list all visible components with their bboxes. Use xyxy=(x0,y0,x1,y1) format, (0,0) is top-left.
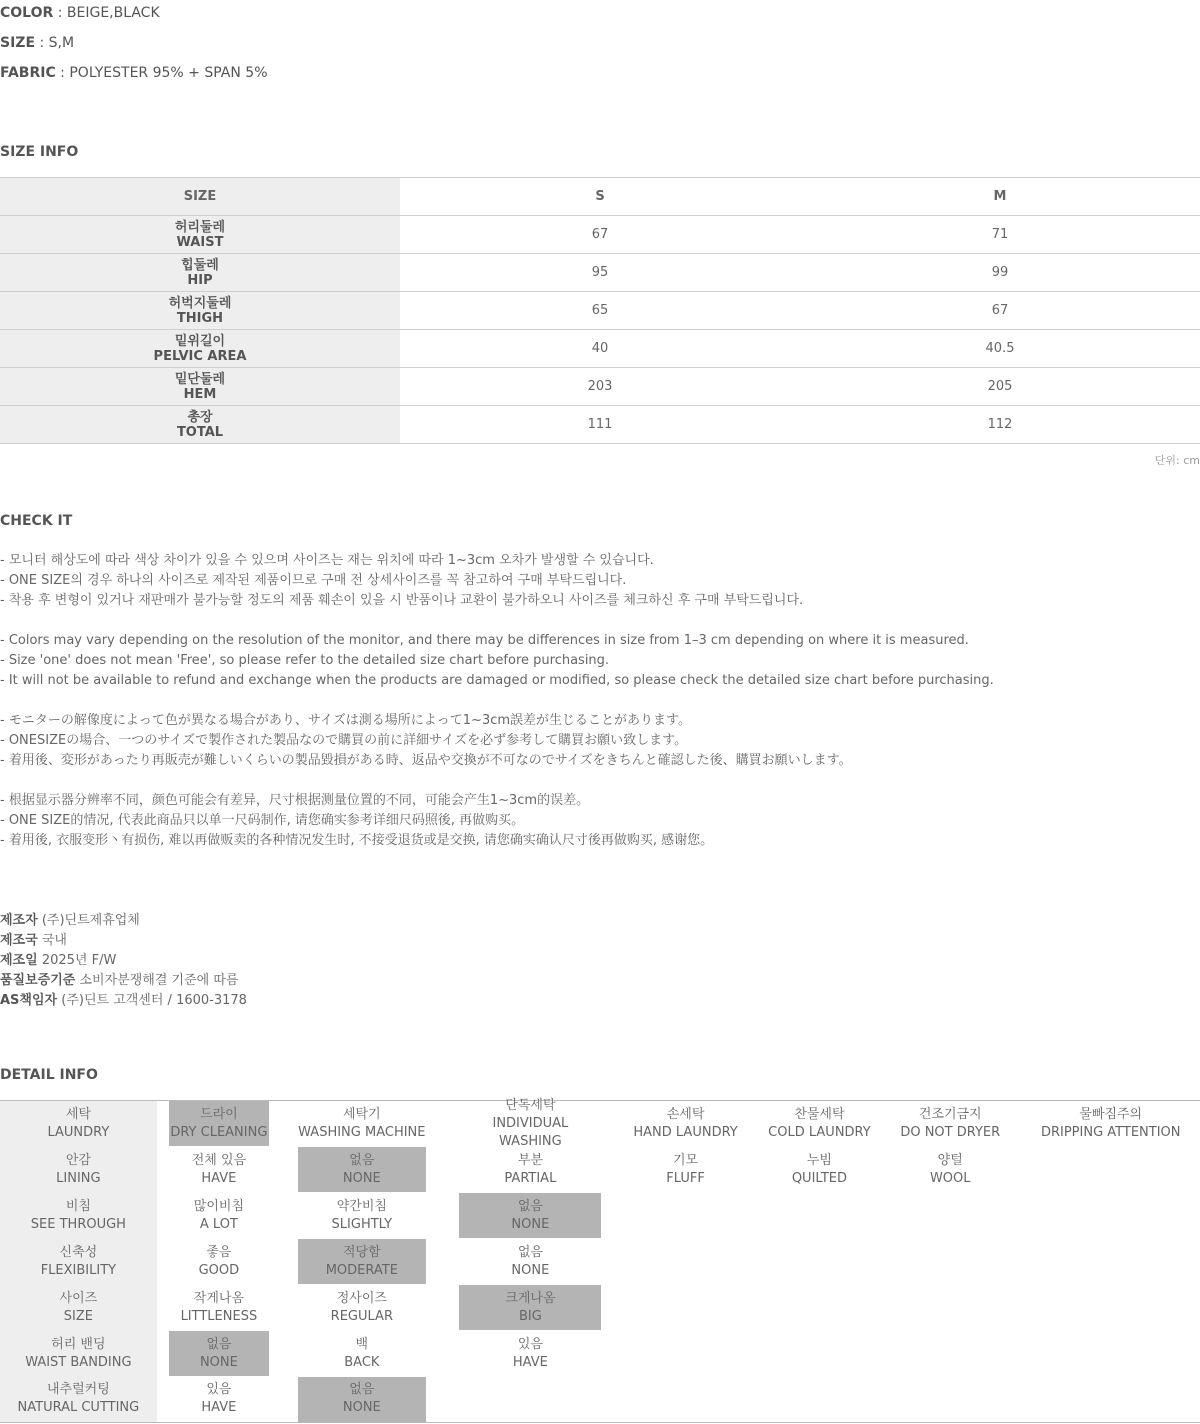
measure-value-m: 71 xyxy=(800,216,1200,254)
detail-option xyxy=(891,1147,1010,1193)
table-row xyxy=(0,330,1200,368)
detail-option xyxy=(459,1377,601,1423)
measure-label-ko: 허벅지둘레 xyxy=(168,295,232,311)
spacer-cell xyxy=(748,1285,760,1331)
detail-option-ko: 작게나옴 xyxy=(193,1290,244,1306)
detail-option-ko: 손세탁 xyxy=(666,1106,705,1122)
spacer-cell xyxy=(748,1377,760,1423)
notice-line: - It will not be available to refund and exchange when the products are damaged or modified, so please check the detailed size chart before purchasing. xyxy=(0,673,994,688)
notice-line: - Size 'one' does not mean 'Free', so please refer to the detailed size chart before purchasing. xyxy=(0,653,610,668)
detail-option xyxy=(298,1239,426,1285)
detail-category xyxy=(0,1331,157,1377)
detail-option xyxy=(169,1377,270,1423)
detail-option-en: BIG xyxy=(518,1308,542,1324)
detail-option-box xyxy=(760,1147,879,1192)
size-header-m: M xyxy=(800,178,1200,216)
spacer-cell xyxy=(426,1331,459,1377)
detail-option xyxy=(760,1377,879,1423)
detail-option-box xyxy=(169,1285,270,1330)
detail-option-box xyxy=(169,1101,270,1146)
detail-option-ko: 정사이즈 xyxy=(336,1290,387,1306)
detail-option-ko: 백 xyxy=(355,1336,369,1352)
detail-option-box xyxy=(459,1097,601,1149)
detail-option-box xyxy=(1021,1101,1200,1146)
detail-category-en: WAIST BANDING xyxy=(25,1354,132,1370)
spacer-cell xyxy=(426,1285,459,1331)
spec-value: : POLYESTER 95% + SPAN 5% xyxy=(55,65,268,81)
notice-line: - 着用後、変形があったり再販売が難しいくらいの製品毀損がある時、返品や交換が不可なのでサイズをきちんと確認した後、購買お願いします。 xyxy=(0,753,852,768)
spacer-cell xyxy=(601,1285,623,1331)
detail-category-ko: 사이즈 xyxy=(59,1290,98,1306)
maker-line xyxy=(0,971,247,991)
spacer-cell xyxy=(879,1331,891,1377)
detail-option xyxy=(891,1239,1010,1285)
table-row xyxy=(0,406,1200,444)
detail-option-box xyxy=(298,1193,426,1238)
detail-option xyxy=(298,1285,426,1331)
spacer-cell xyxy=(1010,1331,1022,1377)
measure-value-s: 65 xyxy=(400,292,800,330)
detail-option-ko: 없음 xyxy=(206,1336,232,1352)
detail-option-en: GOOD xyxy=(198,1262,240,1278)
detail-option-ko: 많이비침 xyxy=(193,1198,244,1214)
detail-option xyxy=(760,1147,879,1193)
measure-label-ko: 허리둘레 xyxy=(174,219,226,235)
spec-label: FABRIC xyxy=(0,65,56,81)
spacer-cell xyxy=(426,1377,459,1423)
spacer-cell xyxy=(157,1331,169,1377)
detail-option-box xyxy=(298,1239,426,1284)
spacer-cell xyxy=(1010,1193,1022,1239)
detail-option-en: WOOL xyxy=(929,1170,971,1186)
detail-category-ko: 허리 밴딩 xyxy=(51,1336,106,1352)
maker-label: 제조일 xyxy=(0,953,38,968)
detail-option-ko: 전체 있음 xyxy=(191,1152,247,1168)
maker-label: 제조자 xyxy=(0,913,38,928)
detail-option-en: INDIVIDUAL WASHING xyxy=(492,1115,569,1149)
maker-value: 2025년 F/W xyxy=(37,953,117,968)
detail-row xyxy=(0,1193,1200,1239)
detail-category-en: LAUNDRY xyxy=(47,1124,110,1140)
maker-label: 제조국 xyxy=(0,933,38,948)
detail-option xyxy=(760,1193,879,1239)
detail-option-box xyxy=(459,1147,601,1192)
detail-option-box xyxy=(459,1193,601,1238)
spacer-cell xyxy=(748,1193,760,1239)
detail-option-en: HAVE xyxy=(201,1170,237,1186)
spec-size xyxy=(0,34,74,52)
detail-row xyxy=(0,1239,1200,1285)
detail-option-en: HAVE xyxy=(512,1354,548,1370)
detail-option-ko: 누빔 xyxy=(806,1152,832,1168)
detail-category-ko: 세탁 xyxy=(65,1106,91,1122)
measure-value-m: 99 xyxy=(800,254,1200,292)
spec-label: SIZE xyxy=(0,35,36,51)
maker-line xyxy=(0,931,247,951)
detail-option-box xyxy=(891,1101,1010,1146)
spacer-cell xyxy=(879,1239,891,1285)
detail-option-box xyxy=(298,1285,426,1330)
maker-line xyxy=(0,911,247,931)
notice-line: - モニターの解像度によって色が異なる場合があり、サイズは測る場所によって1~3cm誤差が生じることがあります。 xyxy=(0,713,691,728)
spacer-cell xyxy=(1010,1101,1022,1147)
detail-category-en: NATURAL CUTTING xyxy=(17,1400,140,1416)
measure-label xyxy=(0,292,400,330)
detail-category xyxy=(0,1285,157,1331)
measure-label xyxy=(0,216,400,254)
spacer-cell xyxy=(426,1193,459,1239)
measure-label-ko: 밑단둘레 xyxy=(174,371,226,387)
detail-option xyxy=(169,1101,270,1147)
measure-label xyxy=(0,406,400,444)
detail-option-en: COLD LAUNDRY xyxy=(768,1124,871,1140)
detail-option-ko: 크게나옴 xyxy=(505,1290,556,1306)
maker-value: (주)딘트제휴업체 xyxy=(37,913,140,928)
spacer-cell xyxy=(157,1147,169,1193)
spec-label: COLOR xyxy=(0,5,54,21)
detail-row xyxy=(0,1285,1200,1331)
detail-option-en: LITTLENESS xyxy=(180,1308,258,1324)
detail-option-en: DRY CLEANING xyxy=(170,1124,268,1140)
maker-info xyxy=(0,911,247,1011)
detail-option xyxy=(1021,1239,1200,1285)
detail-option-en: HAND LAUNDRY xyxy=(633,1124,738,1140)
measure-label-en: HEM xyxy=(183,386,217,402)
notice-line: - 着用後, 衣服变形丶有损伤, 难以再做贩卖的各种情况发生时, 不接受退货或是交换, 请您确实确认尺寸後再做购买, 感谢您。 xyxy=(0,833,714,848)
detail-option-en: DRIPPING ATTENTION xyxy=(1040,1124,1181,1140)
notice-line: - ONE SIZE的情况, 代表此商品只以单一尺码制作, 请您确实参考详细尺码照後, 再做购买。 xyxy=(0,813,525,828)
detail-option xyxy=(623,1377,748,1423)
measure-label-ko: 밑위길이 xyxy=(174,333,226,349)
notice-line: - 根据显示器分辨率不同，颜色可能会有差异，尺寸根据测量位置的不同，可能会产生1~3cm的误差。 xyxy=(0,793,590,808)
detail-option-en: MODERATE xyxy=(325,1262,398,1278)
detail-option-box xyxy=(298,1331,426,1376)
detail-option xyxy=(891,1285,1010,1331)
detail-category-en: LINING xyxy=(56,1170,101,1186)
detail-option xyxy=(298,1193,426,1239)
detail-category xyxy=(0,1101,157,1147)
measure-value-s: 203 xyxy=(400,368,800,406)
detail-option-box xyxy=(298,1377,426,1422)
spacer-cell xyxy=(1010,1147,1022,1193)
maker-label: 품질보증기준 xyxy=(0,973,76,988)
detail-option-box xyxy=(298,1147,426,1192)
spacer-cell xyxy=(426,1101,459,1147)
detail-option-en: QUILTED xyxy=(791,1170,848,1186)
check-it-title: CHECK IT xyxy=(0,513,73,529)
detail-option xyxy=(623,1331,748,1377)
detail-option xyxy=(169,1331,270,1377)
detail-option-ko: 약간비침 xyxy=(336,1198,387,1214)
detail-info-title: DETAIL INFO xyxy=(0,1067,98,1083)
detail-option-box xyxy=(891,1147,1010,1192)
measure-value-m: 67 xyxy=(800,292,1200,330)
detail-option xyxy=(169,1193,270,1239)
detail-option xyxy=(623,1239,748,1285)
notice-line: - ONESIZEの場合、一つのサイズで製作された製品なので購買の前に詳細サイズを必ず参考して購買お願い致します。 xyxy=(0,733,688,748)
measure-value-m: 112 xyxy=(800,406,1200,444)
detail-option-box xyxy=(169,1147,270,1192)
detail-category-ko: 안감 xyxy=(65,1152,91,1168)
detail-option-box xyxy=(459,1331,601,1376)
detail-row xyxy=(0,1101,1200,1147)
detail-option-box xyxy=(169,1239,270,1284)
detail-option-en: NONE xyxy=(342,1400,381,1416)
measure-value-s: 111 xyxy=(400,406,800,444)
measure-label-ko: 총장 xyxy=(187,409,213,425)
detail-option-ko: 없음 xyxy=(517,1198,543,1214)
detail-option-box xyxy=(169,1377,270,1422)
table-row xyxy=(0,216,1200,254)
detail-category xyxy=(0,1147,157,1193)
detail-option xyxy=(169,1239,270,1285)
detail-option xyxy=(298,1377,426,1423)
maker-value: 국내 xyxy=(37,933,67,948)
detail-option xyxy=(298,1101,426,1147)
detail-option-box xyxy=(459,1239,601,1284)
spacer-cell xyxy=(269,1147,298,1193)
detail-option xyxy=(1021,1331,1200,1377)
detail-table xyxy=(0,1097,1200,1423)
detail-option xyxy=(760,1239,879,1285)
notice-line: - ONE SIZE의 경우 하나의 사이즈로 제작된 제품이므로 구매 전 상세사이즈를 꼭 참고하여 구매 부탁드립니다. xyxy=(0,573,627,588)
measure-label xyxy=(0,330,400,368)
detail-option xyxy=(459,1193,601,1239)
spacer-cell xyxy=(601,1147,623,1193)
spacer-cell xyxy=(269,1285,298,1331)
detail-option xyxy=(891,1101,1010,1147)
spacer-cell xyxy=(426,1147,459,1193)
detail-option-ko: 기모 xyxy=(672,1152,699,1168)
spacer-cell xyxy=(748,1331,760,1377)
detail-option xyxy=(623,1193,748,1239)
notice-line: - 모니터 해상도에 따라 색상 차이가 있을 수 있으며 사이즈는 재는 위치에 따라 1~3cm 오차가 발생할 수 있습니다. xyxy=(0,553,654,568)
detail-option-ko: 건조기금지 xyxy=(918,1106,982,1122)
detail-option-ko: 드라이 xyxy=(200,1106,238,1122)
detail-category-ko: 비침 xyxy=(65,1198,91,1214)
maker-line xyxy=(0,991,247,1011)
spec-fabric xyxy=(0,64,268,82)
detail-category xyxy=(0,1193,157,1239)
detail-option-box xyxy=(169,1331,270,1376)
spacer-cell xyxy=(1010,1239,1022,1285)
notice-line: - Colors may vary depending on the resolution of the monitor, and there may be differences in size from 1–3 cm depending on where it is measured. xyxy=(0,633,969,648)
measure-value-m: 40.5 xyxy=(800,330,1200,368)
detail-option-ko: 없음 xyxy=(517,1244,543,1260)
spacer-cell xyxy=(157,1285,169,1331)
spacer-cell xyxy=(157,1377,169,1423)
detail-option-box xyxy=(760,1101,879,1146)
detail-option xyxy=(623,1285,748,1331)
spacer-cell xyxy=(879,1193,891,1239)
detail-option-box xyxy=(623,1101,748,1146)
spacer-cell xyxy=(879,1285,891,1331)
detail-option-ko: 단독세탁 xyxy=(505,1097,556,1113)
spacer-cell xyxy=(601,1101,623,1147)
maker-line xyxy=(0,951,247,971)
detail-option xyxy=(459,1285,601,1331)
spacer-cell xyxy=(879,1101,891,1147)
detail-option-en: FLUFF xyxy=(666,1170,705,1186)
detail-category xyxy=(0,1239,157,1285)
maker-label: AS책임자 xyxy=(0,993,58,1008)
detail-option-ko: 세탁기 xyxy=(342,1106,381,1122)
size-header-label: SIZE xyxy=(0,178,400,216)
detail-option xyxy=(760,1101,879,1147)
detail-option-en: HAVE xyxy=(201,1400,237,1416)
detail-option-ko: 좋음 xyxy=(206,1244,232,1260)
spacer-cell xyxy=(157,1193,169,1239)
detail-row xyxy=(0,1331,1200,1377)
detail-option-box xyxy=(459,1285,601,1330)
detail-option-ko: 없음 xyxy=(349,1382,375,1398)
detail-option-en: BACK xyxy=(344,1354,380,1370)
measure-label-en: PELVIC AREA xyxy=(153,348,247,364)
detail-option xyxy=(169,1147,270,1193)
spacer-cell xyxy=(157,1239,169,1285)
spacer-cell xyxy=(748,1101,760,1147)
detail-option xyxy=(459,1097,601,1149)
detail-option-en: WASHING MACHINE xyxy=(298,1124,426,1140)
detail-option xyxy=(1021,1377,1200,1423)
detail-option-ko: 양털 xyxy=(937,1152,963,1168)
spacer-cell xyxy=(879,1147,891,1193)
spacer-cell xyxy=(879,1377,891,1423)
detail-option xyxy=(1021,1101,1200,1147)
detail-category-en: SIZE xyxy=(63,1308,93,1324)
measure-label-en: THIGH xyxy=(176,310,224,326)
detail-option xyxy=(623,1101,748,1147)
detail-row xyxy=(0,1147,1200,1193)
detail-option-en: DO NOT DRYER xyxy=(900,1124,1001,1140)
detail-option-ko: 없음 xyxy=(349,1152,375,1168)
spacer-cell xyxy=(601,1377,623,1423)
detail-category-ko: 내추럴커팅 xyxy=(46,1382,110,1398)
spacer-cell xyxy=(748,1239,760,1285)
notice-line: - 착용 후 변형이 있거나 재판매가 불가능할 정도의 제품 훼손이 있을 시 반품이나 교환이 불가하오니 사이즈를 체크하신 후 구매 부탁드립니다. xyxy=(0,593,804,608)
spacer-cell xyxy=(157,1101,169,1147)
detail-option-box xyxy=(298,1101,426,1146)
detail-option-en: NONE xyxy=(511,1216,550,1232)
size-info-title: SIZE INFO xyxy=(0,144,79,160)
detail-option-ko: 물빠짐주의 xyxy=(1079,1106,1143,1122)
measure-value-s: 40 xyxy=(400,330,800,368)
detail-option xyxy=(891,1377,1010,1423)
detail-category-en: FLEXIBILITY xyxy=(40,1262,117,1278)
detail-option-en: NONE xyxy=(342,1170,381,1186)
spec-value: : S,M xyxy=(35,35,75,51)
spacer-cell xyxy=(601,1193,623,1239)
spec-color xyxy=(0,4,160,22)
detail-option xyxy=(891,1331,1010,1377)
detail-option xyxy=(298,1147,426,1193)
spacer-cell xyxy=(1010,1377,1022,1423)
measure-value-m: 205 xyxy=(800,368,1200,406)
detail-category-en: SEE THROUGH xyxy=(30,1216,126,1232)
detail-option xyxy=(459,1331,601,1377)
spacer-cell xyxy=(1010,1285,1022,1331)
measure-label-en: TOTAL xyxy=(176,424,224,440)
spec-value: : BEIGE,BLACK xyxy=(53,5,160,21)
detail-category-ko: 신축성 xyxy=(59,1244,98,1260)
measure-value-s: 95 xyxy=(400,254,800,292)
maker-value: (주)딘트 고객센터 / 1600-3178 xyxy=(57,993,247,1008)
table-row xyxy=(0,292,1200,330)
detail-option xyxy=(169,1285,270,1331)
maker-value: 소비자분쟁해결 기준에 따름 xyxy=(75,973,239,988)
detail-option-en: NONE xyxy=(511,1262,550,1278)
spacer-cell xyxy=(748,1147,760,1193)
detail-option xyxy=(298,1331,426,1377)
detail-option-en: A LOT xyxy=(199,1216,238,1232)
measure-label-en: WAIST xyxy=(176,234,224,250)
spacer-cell xyxy=(269,1377,298,1423)
spacer-cell xyxy=(601,1239,623,1285)
detail-option xyxy=(760,1331,879,1377)
measure-label-ko: 힙둘레 xyxy=(181,257,219,273)
unit-note: 단위: cm xyxy=(1154,454,1200,467)
size-table-header xyxy=(0,178,1200,216)
detail-option-ko: 부분 xyxy=(517,1152,543,1168)
measure-label xyxy=(0,368,400,406)
measure-label-en: HIP xyxy=(187,272,213,288)
table-row xyxy=(0,368,1200,406)
spacer-cell xyxy=(269,1239,298,1285)
detail-option-en: PARTIAL xyxy=(504,1170,557,1186)
detail-option xyxy=(891,1193,1010,1239)
detail-option-ko: 있음 xyxy=(517,1336,543,1352)
detail-row xyxy=(0,1377,1200,1423)
detail-option-box xyxy=(623,1147,748,1192)
detail-option-box xyxy=(169,1193,270,1238)
detail-option xyxy=(760,1285,879,1331)
size-header-s: S xyxy=(400,178,800,216)
detail-category xyxy=(0,1377,157,1423)
spacer-cell xyxy=(426,1239,459,1285)
detail-option-en: NONE xyxy=(199,1354,238,1370)
spacer-cell xyxy=(601,1331,623,1377)
detail-option-ko: 적당함 xyxy=(342,1244,381,1260)
measure-label xyxy=(0,254,400,292)
measure-value-s: 67 xyxy=(400,216,800,254)
detail-option xyxy=(1021,1193,1200,1239)
detail-option-en: REGULAR xyxy=(330,1308,393,1324)
detail-option xyxy=(459,1239,601,1285)
detail-option-ko: 있음 xyxy=(206,1382,232,1398)
spacer-cell xyxy=(269,1331,298,1377)
detail-option xyxy=(459,1147,601,1193)
table-row xyxy=(0,254,1200,292)
size-table xyxy=(0,177,1200,444)
detail-option xyxy=(1021,1285,1200,1331)
detail-option xyxy=(623,1147,748,1193)
spacer-cell xyxy=(269,1101,298,1147)
detail-option xyxy=(1021,1147,1200,1193)
detail-option-en: SLIGHTLY xyxy=(331,1216,393,1232)
detail-option-ko: 찬물세탁 xyxy=(794,1106,845,1122)
spacer-cell xyxy=(269,1193,298,1239)
